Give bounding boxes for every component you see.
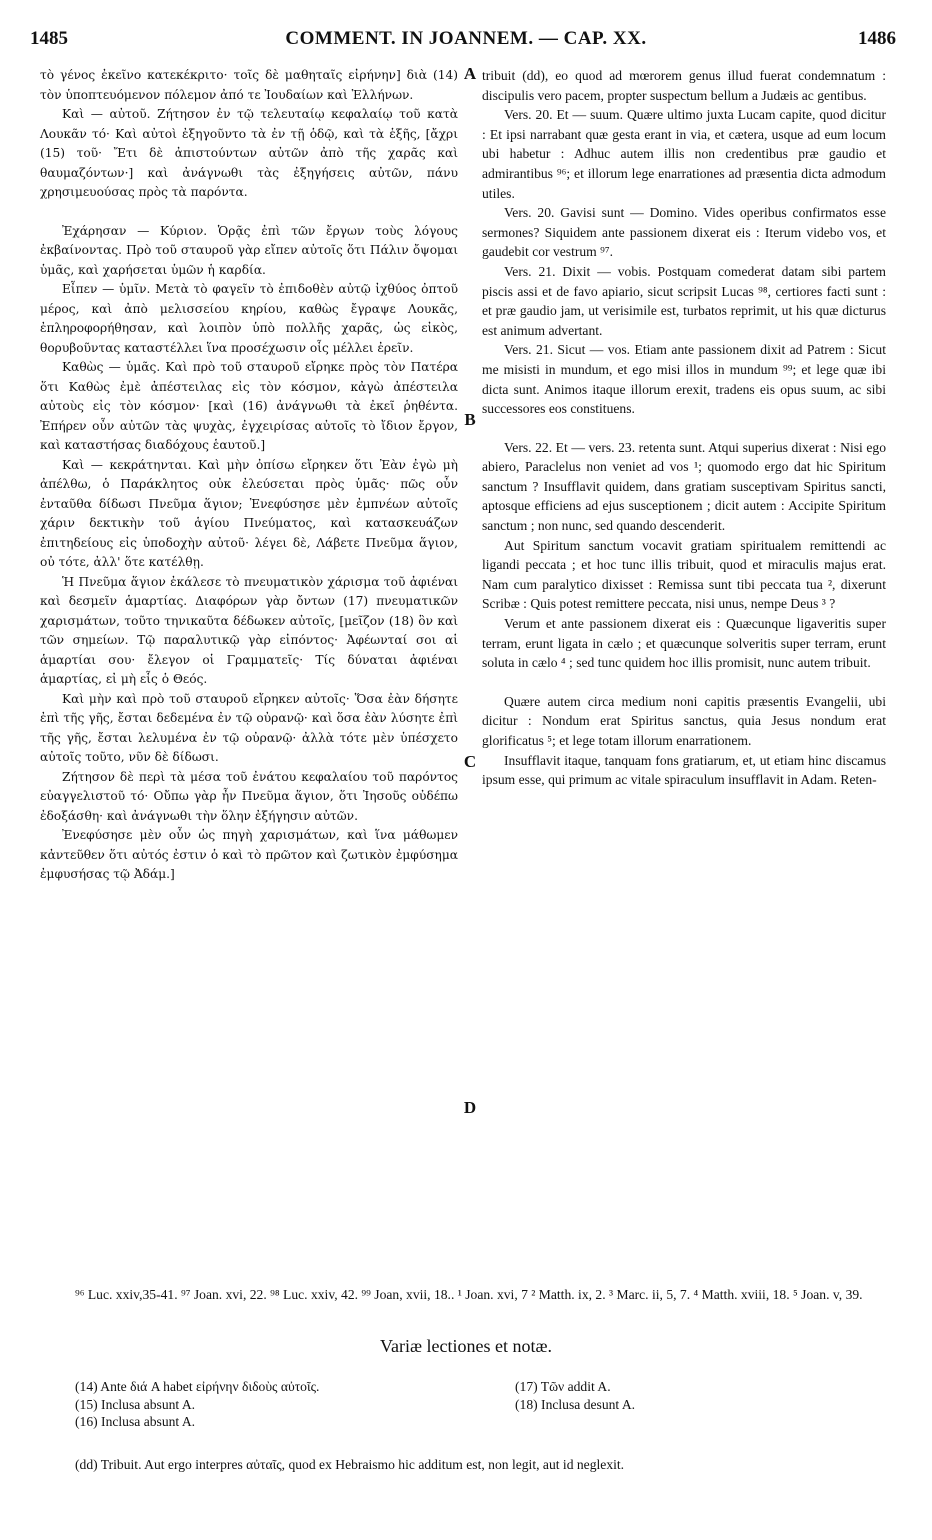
editorial-note bbox=[75, 1455, 897, 1474]
variant-note: (18) Inclusa desunt A. bbox=[515, 1396, 636, 1412]
section-marker-d: D bbox=[463, 1098, 477, 1117]
greek-paragraph: Καὶ μὴν καὶ πρὸ τοῦ σταυροῦ εἴρηκεν αὐτοῖς· Ὅσα ἐὰν δήσητε ἐπὶ τῆς γῆς, ἔσται δεδεμένα ἐν τῷ οὐρανῷ· καὶ ὅσα ἐὰν λύσητε ἐπὶ τῆς γῆς, ἔσται λελυμένα ἐν τῷ οὐρανῷ· ἀλλὰ τότε μὲν ὑπέσχετο αὐτοῖς τοῦτο, νῦν δὲ δίδωσι. bbox=[40, 691, 458, 764]
greek-column bbox=[40, 66, 458, 885]
running-title: COMMENT. IN JOANNEM. — CAP. XX. bbox=[285, 28, 647, 49]
latin-column bbox=[482, 66, 886, 790]
greek-paragraph: Ζήτησον δὲ περὶ τὰ μέσα τοῦ ἐνάτου κεφαλαίου τοῦ παρόντος εὐαγγελιστοῦ τό· Οὔπω γὰρ ἦν Πνεῦμα ἅγιον, ὅτι Ἰησοῦς οὐδέπω ἐδοξάσθη· καὶ ἀνάγνωθι τὴν ὅλην ἐξήγησιν αὐτῶν. bbox=[40, 769, 458, 823]
latin-paragraph: Insufflavit itaque, tanquam fons gratiarum, et, ut etiam hinc discamus ipsum esse, qui primum ac vitale spiraculum insufflavit in Adam. Reten- bbox=[482, 752, 886, 788]
latin-paragraph: Vers. 22. Et — vers. 23. retenta sunt. Atqui superius dixerat : Nisi ego abiero, Paraclelus non veniet ad vos ¹; quomodo ergo dat hic Spiritum sanctum ? Insufflavit quidem, dans gratiam susceptivam Spiritus sancti, aptosque efficiens ad ejus susceptionem ; dicit autem : Accipite Spiritum sanctum ; non nunc, sed quando descenderit. bbox=[482, 439, 886, 534]
latin-paragraph: Aut Spiritum sanctum vocavit gratiam spiritualem remittendi ac ligandi peccata ; et hoc tunc illis tribuit, quod et miraculis majus erat. Nam cum paralytico dixisset : Remissa sunt tibi peccata tua ², dixerunt Scribæ : Quis potest remittere peccata, nisi unus, nempe Deus ³ ? bbox=[482, 537, 886, 612]
greek-paragraph: Ἐχάρησαν — Κύριον. Ὁρᾷς ἐπὶ τῶν ἔργων τοὺς λόγους ἐκβαίνοντας. Πρὸ τοῦ σταυροῦ γὰρ εἴπεν αὐτοῖς ὅτι Πάλιν ὄψομαι ὑμᾶς, καὶ χαρήσεται ὑμῶν ἡ καρδία. bbox=[40, 223, 458, 277]
latin-paragraph: tribuit (dd), eo quod ad mœrorem genus illud fuerat condemnatum : discipulis vero pacem, propter suspectum bellum a Judæis ac gentibus. bbox=[482, 68, 886, 103]
greek-paragraph: Καὶ — αὐτοῦ. Ζήτησον ἐν τῷ τελευταίῳ κεφαλαίῳ τοῦ κατὰ Λουκᾶν τό· Καὶ αὐτοὶ ἐξηγοῦντο τὰ ἐν τῇ ὁδῷ, καὶ τὰ ἑξῆς, [ἄχρι (15) τοῦ· Ἔτι δὲ ἀπιστούντων αὐτῶν ἀπὸ τῆς χαρᾶς καὶ θαυμαζόντων·] καὶ ἀνάγνωθι τὰς ἐξηγήσεις αὐτῶν, πάνυ χρησιμευούσας πρὸς τὰ παρόντα. bbox=[40, 107, 458, 199]
footnote-references: ⁹⁶ Luc. xxiv,35-41. ⁹⁷ Joan. xvi, 22. ⁹⁸ Luc. xxiv, 42. ⁹⁹ Joan, xvii, 18.. ¹ Joan. xvi, 7 ² Matth. ix, 2. ³ Marc. ii, 5, 7. ⁴ Matth. xviii, 18. ⁵ Joan. v, 39. bbox=[75, 1287, 863, 1302]
latin-paragraph: Vers. 21. Sicut — vos. Etiam ante passionem dixit ad Patrem : Sicut me misisti in mundum, et ego misi illos in mundum ⁹⁹; et lege quæ ibi dicta sunt. Animos itaque illorum erexit, tradens eis opus suum, ac sibi successores eos constituens. bbox=[482, 342, 886, 417]
latin-paragraph: Vers. 20. Et — suum. Quære ultimo juxta Lucam capite, quod dicitur : Et ipsi narrabant quæ gesta erant in via, et cætera, usque ad eum locum ubi habetur : Adhuc autem illis non credentibus præ gaudio et admirantibus ⁹⁶; et illorum lege enarrationes ad præsentia dicta admodum utiles. bbox=[482, 107, 886, 201]
latin-paragraph: Quære autem circa medium noni capitis præsentis Evangelii, ubi dicitur : Nondum erat Spiritus sanctus, quia Jesus nondum erat glorificatus ⁵; et lege totam illorum enarrationem. bbox=[482, 693, 886, 748]
section-marker-b: B bbox=[464, 410, 476, 429]
latin-paragraph: Vers. 21. Dixit — vobis. Postquam comederat datam sibi partem piscis assi et de favo apiario, sicut scripsit Lucas ⁹⁸, certiores facti sunt : et præ gaudio jam, ut verisimile est, turbatos reprimit, ut his quæ dicturus est animum advertant. bbox=[482, 263, 886, 338]
variant-note: (17) Τῶν addit A. bbox=[515, 1379, 611, 1394]
section-marker-a: A bbox=[463, 64, 477, 83]
variae-left-column bbox=[75, 1378, 495, 1431]
variae-right-column bbox=[515, 1378, 895, 1413]
variant-note: (14) Ante διά A habet εἰρήνην διδοὺς αὐτοῖς. bbox=[75, 1379, 320, 1394]
variant-note: (16) Inclusa absunt A. bbox=[75, 1414, 196, 1429]
left-page-number: 1485 bbox=[30, 28, 68, 49]
greek-paragraph: Ἡ Πνεῦμα ἅγιον ἐκάλεσε τὸ πνευματικὸν χάρισμα τοῦ ἀφιέναι καὶ δεσμεῖν ἁμαρτίας. Διαφόρων γὰρ ὄντων (17) πνευματικῶν χαρισμάτων, τοῦτο τηνικαῦτα δέδωκεν αὐτοῖς, [μεῖζον (18) ὃν καὶ τῶν σημείων. Τῷ παραλυτικῷ γὰρ εἰπόντος· Ἀφέωνταί σοι αἱ ἁμαρτίαι σου· ἔλεγον οἱ Γραμματεῖς· Τίς δύναται ἀφιέναι ἁμαρτίας, εἰ μὴ εἷς ὁ Θεός. bbox=[40, 574, 458, 686]
scripture-references bbox=[75, 1285, 897, 1305]
latin-paragraph: Vers. 20. Gavisi sunt — Domino. Vides operibus confirmatos esse sermones? Siquidem ante passionem dixerat eis : Iterum videbo vos, et gaudebit cor vestrum ⁹⁷. bbox=[482, 205, 886, 260]
page-header bbox=[22, 28, 910, 56]
note-dd: (dd) Tribuit. Aut ergo interpres αὐταῖς, quod ex Hebraismo hic additum est, non legit, aut id neglexit. bbox=[75, 1457, 625, 1472]
greek-paragraph: Εἶπεν — ὑμῖν. Μετὰ τὸ φαγεῖν τὸ ἐπιδοθὲν αὐτῷ ἰχθύος ὀπτοῦ μέρος, καὶ ἀπὸ μελισσείου κηρίου, καθὼς ἔγραψε Λουκᾶς, ἐπληροφορήθησαν, καὶ λοιπὸν ὑπὸ πολλῆς χαρᾶς, ὡς εἰκὸς, θορυβοῦντας καταστέλλει ἵνα προσέχωσιν οἷς μέλλει ἐρεῖν. bbox=[40, 282, 458, 355]
greek-paragraph: Καθὼς — ὑμᾶς. Καὶ πρὸ τοῦ σταυροῦ εἴρηκε πρὸς τὸν Πατέρα ὅτι Καθὼς ἐμὲ ἀπέστειλας εἰς τὸν κόσμον, κἀγὼ ἀπέστειλα αὐτοὺς εἰς τὸν κόσμον· [καὶ (16) ἀνάγνωθι τὰ ἐκεῖ ῥηθέντα. Ἐπήρεν οὖν αὐτῶν τὰς ψυχὰς, ἐγχειρίσας αὐτοῖς τὸ ἴδιον ἔργον, καὶ καταστήσας διαδόχους ἑαυτοῦ.] bbox=[40, 360, 458, 452]
greek-paragraph: Ἐνεφύσησε μὲν οὖν ὡς πηγὴ χαρισμάτων, καὶ ἵνα μάθωμεν κἀντεῦθεν ὅτι αὐτός ἐστιν ὁ καὶ τὸ πρῶτον καὶ ζωτικὸν ἐμφύσημα ἐμφυσήσας τῷ Ἀδάμ.] bbox=[40, 828, 458, 881]
section-marker-c: C bbox=[463, 752, 477, 771]
variae-lectiones-title: Variæ lectiones et notæ. bbox=[380, 1336, 552, 1356]
right-page-number: 1486 bbox=[858, 28, 896, 49]
greek-paragraph: τὸ γένος ἐκεῖνο κατεκέκριτο· τοῖς δὲ μαθηταῖς εἰρήνην] διὰ (14) τὸν ὑποπτευόμενον πόλεμον ἀπό τε Ἰουδαίων καὶ Ἑλλήνων. bbox=[40, 68, 458, 102]
variant-note: (15) Inclusa absunt A. bbox=[75, 1396, 196, 1412]
latin-paragraph: Verum et ante passionem dixerat eis : Quæcunque ligaveritis super terram, erunt ligata in cælo ; et quæcunque solveritis super terram, erunt soluta in cælo ⁴ ; sed tunc quidem hoc illis promisit, nunc autem tribuit. bbox=[482, 616, 886, 671]
greek-paragraph: Καὶ — κεκράτηνται. Καὶ μὴν ὀπίσω εἴρηκεν ὅτι Ἐὰν ἐγὼ μὴ ἀπέλθω, ὁ Παράκλητος οὐκ ἐλεύσεται πρὸς ὑμᾶς· πῶς οὖν ἐνταῦθα δίδωσι Πνεῦμα ἅγιον; Ἐνεφύσησε μὲν ἐμπνέων αὐτοῖς χάριν δεκτικὴν τοῦ ἁγίου Πνεύματος, καὶ κατασκευάζων ἐπιτηδείους εἰς ὑποδοχὴν αὐτοῦ· λέγει δὲ, Λάβετε Πνεῦμα ἅγιον, οὐ τότε, ἀλλ' ὅτε κατέλθῃ. bbox=[40, 457, 458, 569]
